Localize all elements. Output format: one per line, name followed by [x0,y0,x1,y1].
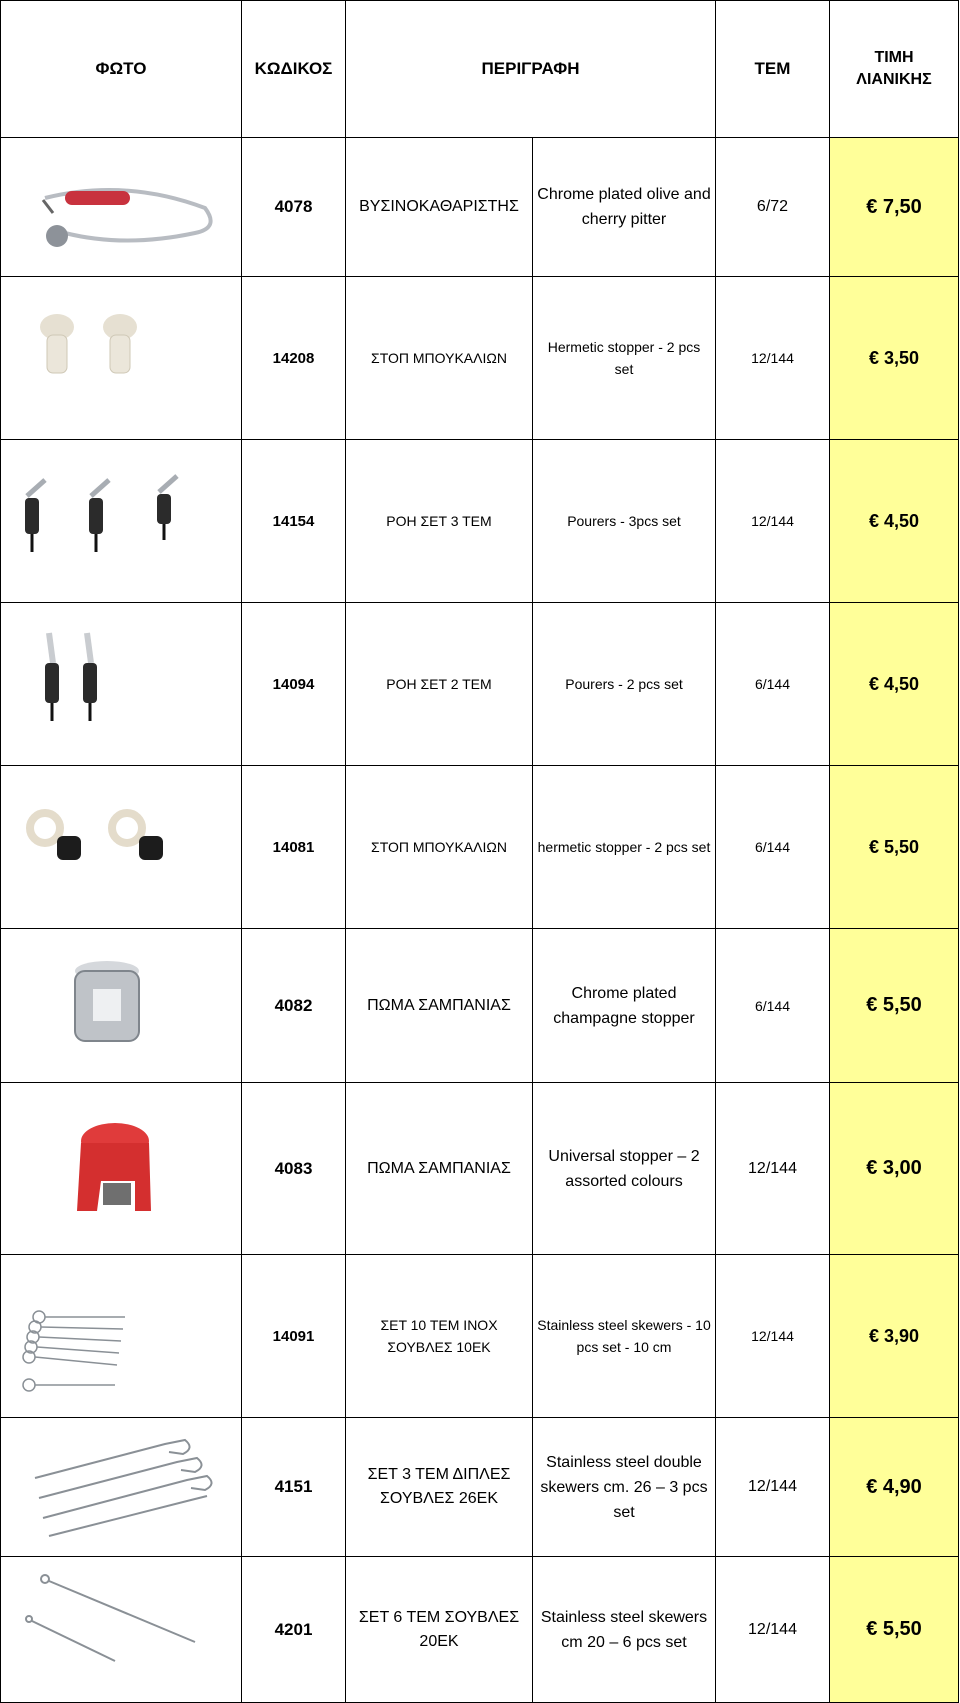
champagne-stopper-icon [5,929,242,1082]
header-row [1,1,959,138]
table-row [1,440,959,603]
product-greek-name: ΣΕΤ 3 ΤΕΜ ΔΙΠΛΕΣ ΣΟΥΒΛΕΣ 26ΕΚ [346,1418,533,1557]
product-greek-name: ΣΤΟΠ ΜΠΟΥΚΑΛΙΩΝ [346,766,533,929]
product-code: 14154 [242,440,346,603]
product-price: € 3,50 [830,277,959,440]
product-english-name: Stainless steel double skewers cm. 26 – 3 pcs set [533,1418,716,1557]
product-english-name: Stainless steel skewers - 10 pcs set - 10 cm [533,1255,716,1418]
product-code: 4151 [242,1418,346,1557]
product-photo [1,440,242,603]
product-qty: 12/144 [716,277,830,440]
ring-stopper-icon [5,766,242,928]
product-price: € 5,50 [830,766,959,929]
header-price [830,1,959,138]
product-code: 14094 [242,603,346,766]
product-greek-name: ΣΕΤ 6 ΤΕΜ ΣΟΥΒΛΕΣ 20ΕΚ [346,1557,533,1703]
double-skewers-icon [5,1418,242,1556]
product-english-name: Universal stopper – 2 assorted colours [533,1083,716,1255]
olive-pitter-icon [5,138,242,276]
header-code: ΚΩΔΙΚΟΣ [242,1,346,138]
header-price-line1: ΤΙΜΗ [874,49,914,66]
product-english-name: Stainless steel skewers cm 20 – 6 pcs set [533,1557,716,1703]
header-photo: ΦΩΤΟ [1,1,242,138]
product-qty: 12/144 [716,1083,830,1255]
universal-stopper-icon [5,1083,242,1254]
product-price: € 3,90 [830,1255,959,1418]
product-price: € 5,50 [830,1557,959,1703]
product-code: 14091 [242,1255,346,1418]
product-code: 14081 [242,766,346,929]
product-qty: 6/144 [716,603,830,766]
product-qty: 12/144 [716,1557,830,1703]
product-photo [1,277,242,440]
table-row [1,1557,959,1703]
header-description: ΠΕΡΙΓΡΑΦΗ [346,1,716,138]
product-price: € 4,50 [830,603,959,766]
product-code: 4078 [242,138,346,277]
product-qty: 12/144 [716,440,830,603]
pourers-icon [5,440,242,602]
product-greek-name: ΡΟΗ ΣΕΤ 2 ΤΕΜ [346,603,533,766]
pourers-icon [5,603,242,765]
product-greek-name: ΒΥΣΙΝΟΚΑΘΑΡΙΣΤΗΣ [346,138,533,277]
product-photo [1,1418,242,1557]
product-qty: 6/72 [716,138,830,277]
product-code: 4082 [242,929,346,1083]
hermetic-stopper-icon [5,277,242,439]
product-qty: 12/144 [716,1255,830,1418]
product-photo [1,138,242,277]
skewers-icon [5,1255,242,1417]
product-english-name: Pourers - 2 pcs set [533,603,716,766]
product-price: € 4,50 [830,440,959,603]
product-code: 4083 [242,1083,346,1255]
header-price-line2: ΛΙΑΝΙΚΗΣ [856,71,932,88]
table-row [1,1418,959,1557]
product-english-name: Pourers - 3pcs set [533,440,716,603]
table-row [1,603,959,766]
product-code: 14208 [242,277,346,440]
product-price: € 5,50 [830,929,959,1083]
header-qty: ΤΕΜ [716,1,830,138]
table-row [1,138,959,277]
product-price: € 7,50 [830,138,959,277]
table-row [1,1255,959,1418]
product-photo [1,1083,242,1255]
product-price: € 3,00 [830,1083,959,1255]
product-qty: 6/144 [716,766,830,929]
table-row [1,1083,959,1255]
table-row [1,766,959,929]
product-greek-name: ΠΩΜΑ ΣΑΜΠΑΝΙΑΣ [346,1083,533,1255]
product-photo [1,603,242,766]
product-english-name: Chrome plated olive and cherry pitter [533,138,716,277]
product-english-name: Hermetic stopper - 2 pcs set [533,277,716,440]
product-photo [1,766,242,929]
product-photo [1,929,242,1083]
product-greek-name: ΣΕΤ 10 ΤΕΜ ΙΝΟΧ ΣΟΥΒΛΕΣ 10ΕΚ [346,1255,533,1418]
product-greek-name: ΠΩΜΑ ΣΑΜΠΑΝΙΑΣ [346,929,533,1083]
product-greek-name: ΣΤΟΠ ΜΠΟΥΚΑΛΙΩΝ [346,277,533,440]
table-row [1,277,959,440]
product-english-name: hermetic stopper - 2 pcs set [533,766,716,929]
product-qty: 12/144 [716,1418,830,1557]
product-english-name: Chrome plated champagne stopper [533,929,716,1083]
product-price: € 4,90 [830,1418,959,1557]
product-photo [1,1255,242,1418]
table-row [1,929,959,1083]
product-code: 4201 [242,1557,346,1703]
product-photo [1,1557,242,1703]
product-qty: 6/144 [716,929,830,1083]
product-greek-name: ΡΟΗ ΣΕΤ 3 ΤΕΜ [346,440,533,603]
skewers-icon [5,1557,242,1702]
